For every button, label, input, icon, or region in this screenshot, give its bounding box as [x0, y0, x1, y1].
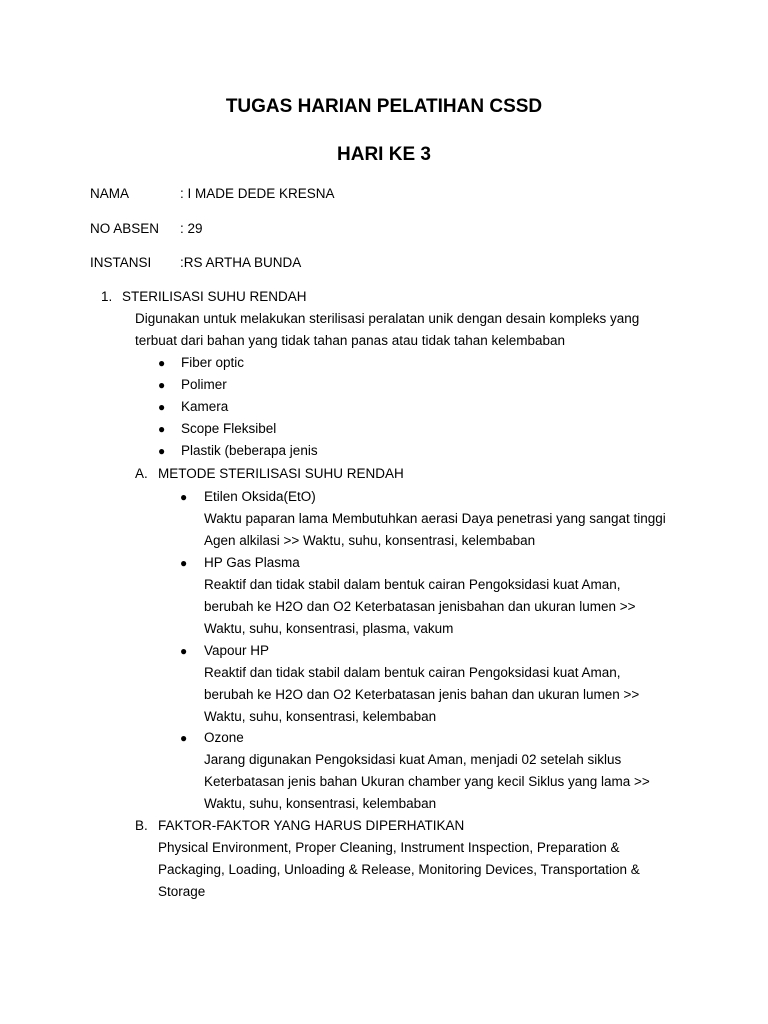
list-item: Fiber optic — [181, 355, 245, 370]
bullet-icon: ● — [180, 644, 188, 658]
method-description-line: Reaktif dan tidak stabil dalam bentuk cairan Pengoksidasi kuat Aman, — [204, 577, 621, 592]
field-value: : 29 — [180, 221, 203, 236]
subsection-text-line: Packaging, Loading, Unloading & Release, Monitoring Devices, Transportation & — [158, 862, 640, 877]
method-description-line: berubah ke H2O dan O2 Keterbatasan jenisbahan dan ukuran lumen >> — [204, 599, 636, 614]
method-description-line: Jarang digunakan Pengoksidasi kuat Aman, menjadi 02 setelah siklus — [204, 752, 622, 767]
section-description-line: terbuat dari bahan yang tidak tahan panas atau tidak tahan kelembaban — [135, 333, 566, 348]
section-description-line: Digunakan untuk melakukan sterilisasi peralatan unik dengan desain kompleks yang — [135, 311, 640, 326]
method-name: Ozone — [204, 730, 244, 745]
document-title: TUGAS HARIAN PELATIHAN CSSD — [225, 96, 543, 117]
method-description-line: Reaktif dan tidak stabil dalam bentuk cairan Pengoksidasi kuat Aman, — [204, 665, 621, 680]
field-value: :RS ARTHA BUNDA — [180, 255, 302, 270]
subsection-heading: METODE STERILISASI SUHU RENDAH — [158, 466, 404, 481]
method-description-line: Waktu, suhu, konsentrasi, plasma, vakum — [204, 621, 454, 636]
bullet-icon: ● — [180, 731, 188, 745]
list-item: Plastik (beberapa jenis — [181, 443, 318, 458]
method-name: Etilen Oksida(EtO) — [204, 489, 316, 504]
section-heading: STERILISASI SUHU RENDAH — [122, 289, 307, 304]
section-number: 1. — [101, 289, 113, 304]
list-item: Scope Fleksibel — [181, 421, 277, 436]
method-description-line: Waktu, suhu, konsentrasi, kelembaban — [204, 796, 437, 811]
subsection-letter: A. — [135, 466, 148, 481]
bullet-icon: ● — [158, 422, 166, 436]
subsection-heading: FAKTOR-FAKTOR YANG HARUS DIPERHATIKAN — [158, 818, 465, 833]
subsection-text-line: Physical Environment, Proper Cleaning, Instrument Inspection, Preparation & — [158, 840, 620, 855]
bullet-icon: ● — [158, 400, 166, 414]
list-item: Polimer — [181, 377, 227, 392]
field-label: NAMA — [90, 186, 130, 201]
method-name: Vapour HP — [204, 643, 270, 658]
method-description-line: Agen alkilasi >> Waktu, suhu, konsentrasi, kelembaban — [204, 533, 536, 548]
list-item: Kamera — [181, 399, 229, 414]
field-value: : I MADE DEDE KRESNA — [180, 186, 335, 201]
bullet-icon: ● — [158, 378, 166, 392]
bullet-icon: ● — [158, 444, 166, 458]
subsection-letter: B. — [135, 818, 148, 833]
bullet-icon: ● — [180, 490, 188, 504]
method-description-line: berubah ke H2O dan O2 Keterbatasan jenis bahan dan ukuran lumen >> — [204, 687, 640, 702]
method-name: HP Gas Plasma — [204, 555, 300, 570]
method-description-line: Keterbatasan jenis bahan Ukuran chamber yang kecil Siklus yang lama >> — [204, 774, 650, 789]
bullet-icon: ● — [158, 356, 166, 370]
method-description-line: Waktu paparan lama Membutuhkan aerasi Daya penetrasi yang sangat tinggi — [204, 511, 666, 526]
field-label: INSTANSI — [90, 255, 152, 270]
field-label: NO ABSEN — [90, 221, 160, 236]
bullet-icon: ● — [180, 556, 188, 570]
method-description-line: Waktu, suhu, konsentrasi, kelembaban — [204, 709, 437, 724]
document-subtitle: HARI KE 3 — [337, 144, 431, 165]
subsection-text-line: Storage — [158, 884, 206, 899]
